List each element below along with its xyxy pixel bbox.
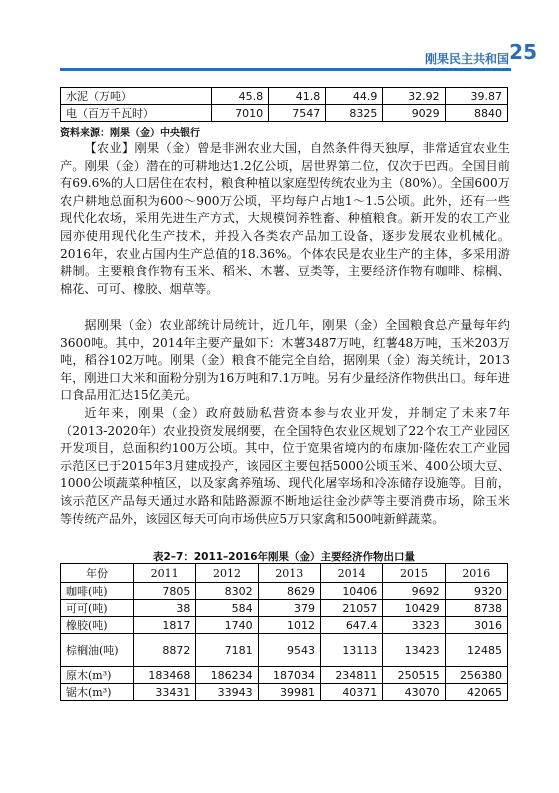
paragraph-text: 近年来，刚果（金）政府鼓励私营资本参与农业开发，并制定了未来7年（2013-2020年）农业投资发展纲要，在全国特色农业区规划了22个农工产业园区开发项目，总面积约100万公顷。其中，位于宽果省境内的布康加·隆佐农工产业园示范区已于2015年3月建成投产，该园区主要包括5000公顷玉米、400公顷大豆、1000公顷蔬菜种植区，以及家禽养殖场、现代化屠宰场和冷冻储存设施等。目前，该示范区产品每天通过水路和陆路源源不断地运往金沙萨等主要消费市场，除玉米等传统产品外，该园区每天可向市场供应5万只家禽和500吨新鲜蔬菜。 bbox=[60, 406, 510, 526]
table-cell: 7181 bbox=[196, 634, 258, 667]
table-cell: 9320 bbox=[445, 583, 507, 600]
column-header: 2014 bbox=[320, 564, 382, 583]
table-cell: 32.92 bbox=[383, 88, 445, 105]
table-cell: 1740 bbox=[196, 617, 258, 634]
table-cell: 12485 bbox=[445, 634, 507, 667]
table-cell: 7547 bbox=[269, 105, 326, 122]
table-cell: 584 bbox=[196, 600, 258, 617]
table-cell: 3323 bbox=[383, 617, 445, 634]
table-cell: 41.8 bbox=[269, 88, 326, 105]
column-header: 2012 bbox=[196, 564, 258, 583]
table-cell: 33431 bbox=[134, 684, 196, 701]
grain-statistics-paragraph bbox=[60, 317, 510, 405]
table-row bbox=[61, 617, 508, 634]
table-row bbox=[61, 684, 508, 701]
table-cell: 1012 bbox=[258, 617, 320, 634]
row-label: 橡胶(吨) bbox=[61, 617, 134, 634]
table-row bbox=[61, 667, 508, 684]
table-cell: 9543 bbox=[258, 634, 320, 667]
export-table bbox=[60, 563, 508, 701]
page-header-title: 刚果民主共和国 bbox=[424, 52, 509, 66]
table-cell: 256380 bbox=[445, 667, 507, 684]
table-cell: 234811 bbox=[320, 667, 382, 684]
table-cell: 9692 bbox=[383, 583, 445, 600]
production-table bbox=[60, 87, 508, 122]
row-label: 可可(吨) bbox=[61, 600, 134, 617]
table-cell: 45.8 bbox=[212, 88, 269, 105]
table-cell: 21057 bbox=[320, 600, 382, 617]
table-cell: 1817 bbox=[134, 617, 196, 634]
table-cell: 13113 bbox=[320, 634, 382, 667]
table-row bbox=[61, 105, 508, 122]
table-cell: 44.9 bbox=[326, 88, 383, 105]
table-cell: 8738 bbox=[445, 600, 507, 617]
table-cell: 3016 bbox=[445, 617, 507, 634]
agriculture-paragraph bbox=[60, 140, 510, 298]
page-number: 25 bbox=[509, 40, 537, 64]
table-cell: 42065 bbox=[445, 684, 507, 701]
column-header: 2016 bbox=[445, 564, 507, 583]
table-cell: 187034 bbox=[258, 667, 320, 684]
table-cell: 183468 bbox=[134, 667, 196, 684]
table-header-row bbox=[61, 564, 508, 583]
column-header: 年份 bbox=[61, 564, 134, 583]
table-cell: 39981 bbox=[258, 684, 320, 701]
table-row bbox=[61, 88, 508, 105]
table-cell: 379 bbox=[258, 600, 320, 617]
table-cell: 8302 bbox=[196, 583, 258, 600]
table-row bbox=[61, 634, 508, 667]
table-row bbox=[61, 600, 508, 617]
row-label: 原木(m³) bbox=[61, 667, 134, 684]
table-cell: 43070 bbox=[383, 684, 445, 701]
table-cell: 7805 bbox=[134, 583, 196, 600]
row-label: 棕榈油(吨) bbox=[61, 634, 134, 667]
table-cell: 10406 bbox=[320, 583, 382, 600]
table-cell: 38 bbox=[134, 600, 196, 617]
column-header: 2015 bbox=[383, 564, 445, 583]
table-cell: 9029 bbox=[383, 105, 445, 122]
table-cell: 33943 bbox=[196, 684, 258, 701]
table-cell: 186234 bbox=[196, 667, 258, 684]
table-cell: 13423 bbox=[383, 634, 445, 667]
column-header: 2013 bbox=[258, 564, 320, 583]
table-cell: 40371 bbox=[320, 684, 382, 701]
table-cell: 39.87 bbox=[445, 88, 507, 105]
agro-industrial-park-paragraph bbox=[60, 405, 510, 528]
table-cell: 647.4 bbox=[320, 617, 382, 634]
table-cell: 7010 bbox=[212, 105, 269, 122]
column-header: 2011 bbox=[134, 564, 196, 583]
table-cell: 250515 bbox=[383, 667, 445, 684]
source-note: 资料来源：刚果（金）中央银行 bbox=[60, 128, 200, 139]
table-cell: 8325 bbox=[326, 105, 383, 122]
table-row bbox=[61, 583, 508, 600]
table-cell: 10429 bbox=[383, 600, 445, 617]
paragraph-text: 【农业】刚果（金）曾是非洲农业大国，自然条件得天独厚，非常适宜农业生产。刚果（金）潜在的可耕地达1.2亿公顷，居世界第二位，仅次于巴西。全国目前有69.6%的人口居住在农村，粮食种植以家庭型传统农业为主（80%）。全国600万农户耕地总面积为600～900万公顷，平均每户占地1～1.5公顷。此外，还有一些现代化农场，采用先进生产方式，大规模饲养牲畜、种植粮食。新开发的农工产业园亦使用现代化生产技术，并投入各类农产品加工设备，逐步发展农业机械化。2016年，农业占国内生产总值的18.36%。个体农民是农业生产的主体，多采用游耕制。主要粮食作物有玉米、稻米、木薯、豆类等，主要经济作物有咖啡、棕榈、棉花、可可、橡胶、烟草等。 bbox=[60, 141, 510, 296]
row-label: 电（百万千瓦时） bbox=[61, 105, 212, 122]
table-cell: 8629 bbox=[258, 583, 320, 600]
row-label: 水泥（万吨） bbox=[61, 88, 212, 105]
header-rule bbox=[60, 68, 511, 71]
row-label: 锯木(m³) bbox=[61, 684, 134, 701]
row-label: 咖啡(吨) bbox=[61, 583, 134, 600]
table-cell: 8840 bbox=[445, 105, 507, 122]
paragraph-text: 据刚果（金）农业部统计局统计，近几年，刚果（金）全国粮食总产量每年约3600吨。其中，2014年主要产量如下：木薯3487万吨，红薯48万吨，玉米203万吨，稻谷102万吨。刚果（金）粮食不能完全自给，据刚果（金）海关统计，2013年，刚进口大米和面粉分别为16万吨和7.1万吨。另有少量经济作物供出口。每年进口食品用汇达15亿美元。 bbox=[60, 318, 510, 403]
table-caption: 表2–7：2011–2016年刚果（金）主要经济作物出口量 bbox=[152, 551, 416, 563]
table-cell: 8872 bbox=[134, 634, 196, 667]
